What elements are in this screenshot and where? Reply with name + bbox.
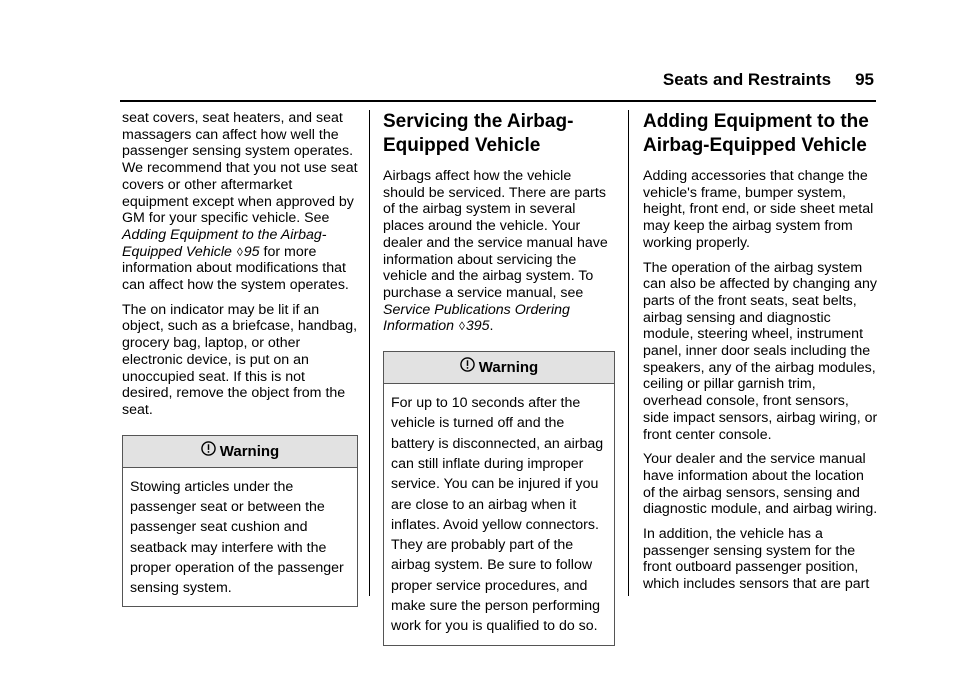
col2-paragraph-1: Airbags affect how the vehicle should be serviced. There are parts of the airbag system in several places around the vehicle. Your dealer and the service manual have information about servicing the vehicle and the airbag system. To purchase a service manual, see Service Publications Ordering Information ◊395. — [383, 168, 608, 335]
col3-paragraph-3: Your dealer and the service manual have information about the location of the airbag sensors, sensing and diagnostic module, and airbag wiring. — [643, 451, 878, 518]
col1-paragraph-1: seat covers, seat heaters, and seat massagers can affect how well the passenger sensing system operates. We recommend that you not use seat covers or other aftermarket equipment except when approved by GM for your specific vehicle. See Adding Equipment to the Airbag-Equipped Vehicle ◊95 for more information about modifications that can affect how the system operates. — [122, 110, 358, 294]
warning-text: Stowing articles under the passenger seat or between the passenger seat cushion and seatback may interfere with the proper operation of the passenger sensing system. — [130, 478, 344, 597]
page-header — [663, 70, 874, 90]
column-1 — [122, 110, 358, 607]
section-heading-adding-equipment: Adding Equipment to the Airbag-Equipped Vehicle — [643, 111, 869, 156]
warning-title: Warning — [478, 359, 539, 377]
column-divider-2 — [628, 110, 629, 596]
page-ref-number[interactable]: 95 — [243, 243, 260, 260]
column-2 — [383, 110, 615, 646]
section-heading-servicing: Servicing the Airbag-Equipped Vehicle — [383, 111, 574, 156]
column-divider-1 — [369, 110, 370, 596]
col3-paragraph-4: In addition, the vehicle has a passenger sensing system for the front outboard passenger position, which includes sensors that are part — [643, 526, 870, 593]
link-service-publications[interactable]: Service Publications Ordering Information — [383, 301, 570, 335]
page-ref-icon: ◊ — [458, 319, 465, 334]
warning-icon — [460, 352, 475, 383]
column-3 — [643, 110, 878, 601]
warning-icon — [201, 436, 216, 467]
warning-box — [383, 351, 615, 646]
warning-text: For up to 10 seconds after the vehicle is turned off and the battery is disconnected, an airbag can still inflate during improper service. You can be injured if you are close to an airbag when it inflates. Avoid yellow connectors. They are probably part of the airbag system. Be sure to follow proper service procedures, and make sure the person performing work for you is qualified to do so. — [391, 395, 604, 635]
col1-paragraph-2: The on indicator may be lit if an object, such as a briefcase, handbag, grocery bag, laptop, or other electronic device, is put on an unoccupied seat. If this is not desired, remove the object from the seat. — [122, 301, 358, 418]
warning-title: Warning — [219, 442, 280, 460]
header-rule — [120, 100, 876, 102]
link-adding-equipment[interactable]: Adding Equipment to the Airbag-Equipped Vehicle — [122, 226, 327, 260]
page-ref-icon: ◊ — [236, 244, 243, 259]
page-ref-number[interactable]: 395 — [465, 318, 490, 335]
col3-paragraph-1: Adding accessories that change the vehicle's frame, bumper system, height, front end, or side sheet metal may keep the airbag system from working properly. — [643, 168, 874, 251]
col3-paragraph-2: The operation of the airbag system can also be affected by changing any parts of the front seats, seat belts, airbag sensing and diagnostic module, steering wheel, instrument panel, inner door seals including the speakers, any of the airbag modules, ceiling or pillar garnish trim, overhead console, front sensors, side impact sensors, airbag wiring, or front center console. — [643, 259, 878, 443]
warning-header — [384, 352, 614, 384]
section-title: Seats and Restraints — [662, 70, 832, 89]
warning-box — [122, 435, 358, 608]
warning-header — [123, 436, 357, 468]
page-number: 95 — [855, 70, 874, 89]
